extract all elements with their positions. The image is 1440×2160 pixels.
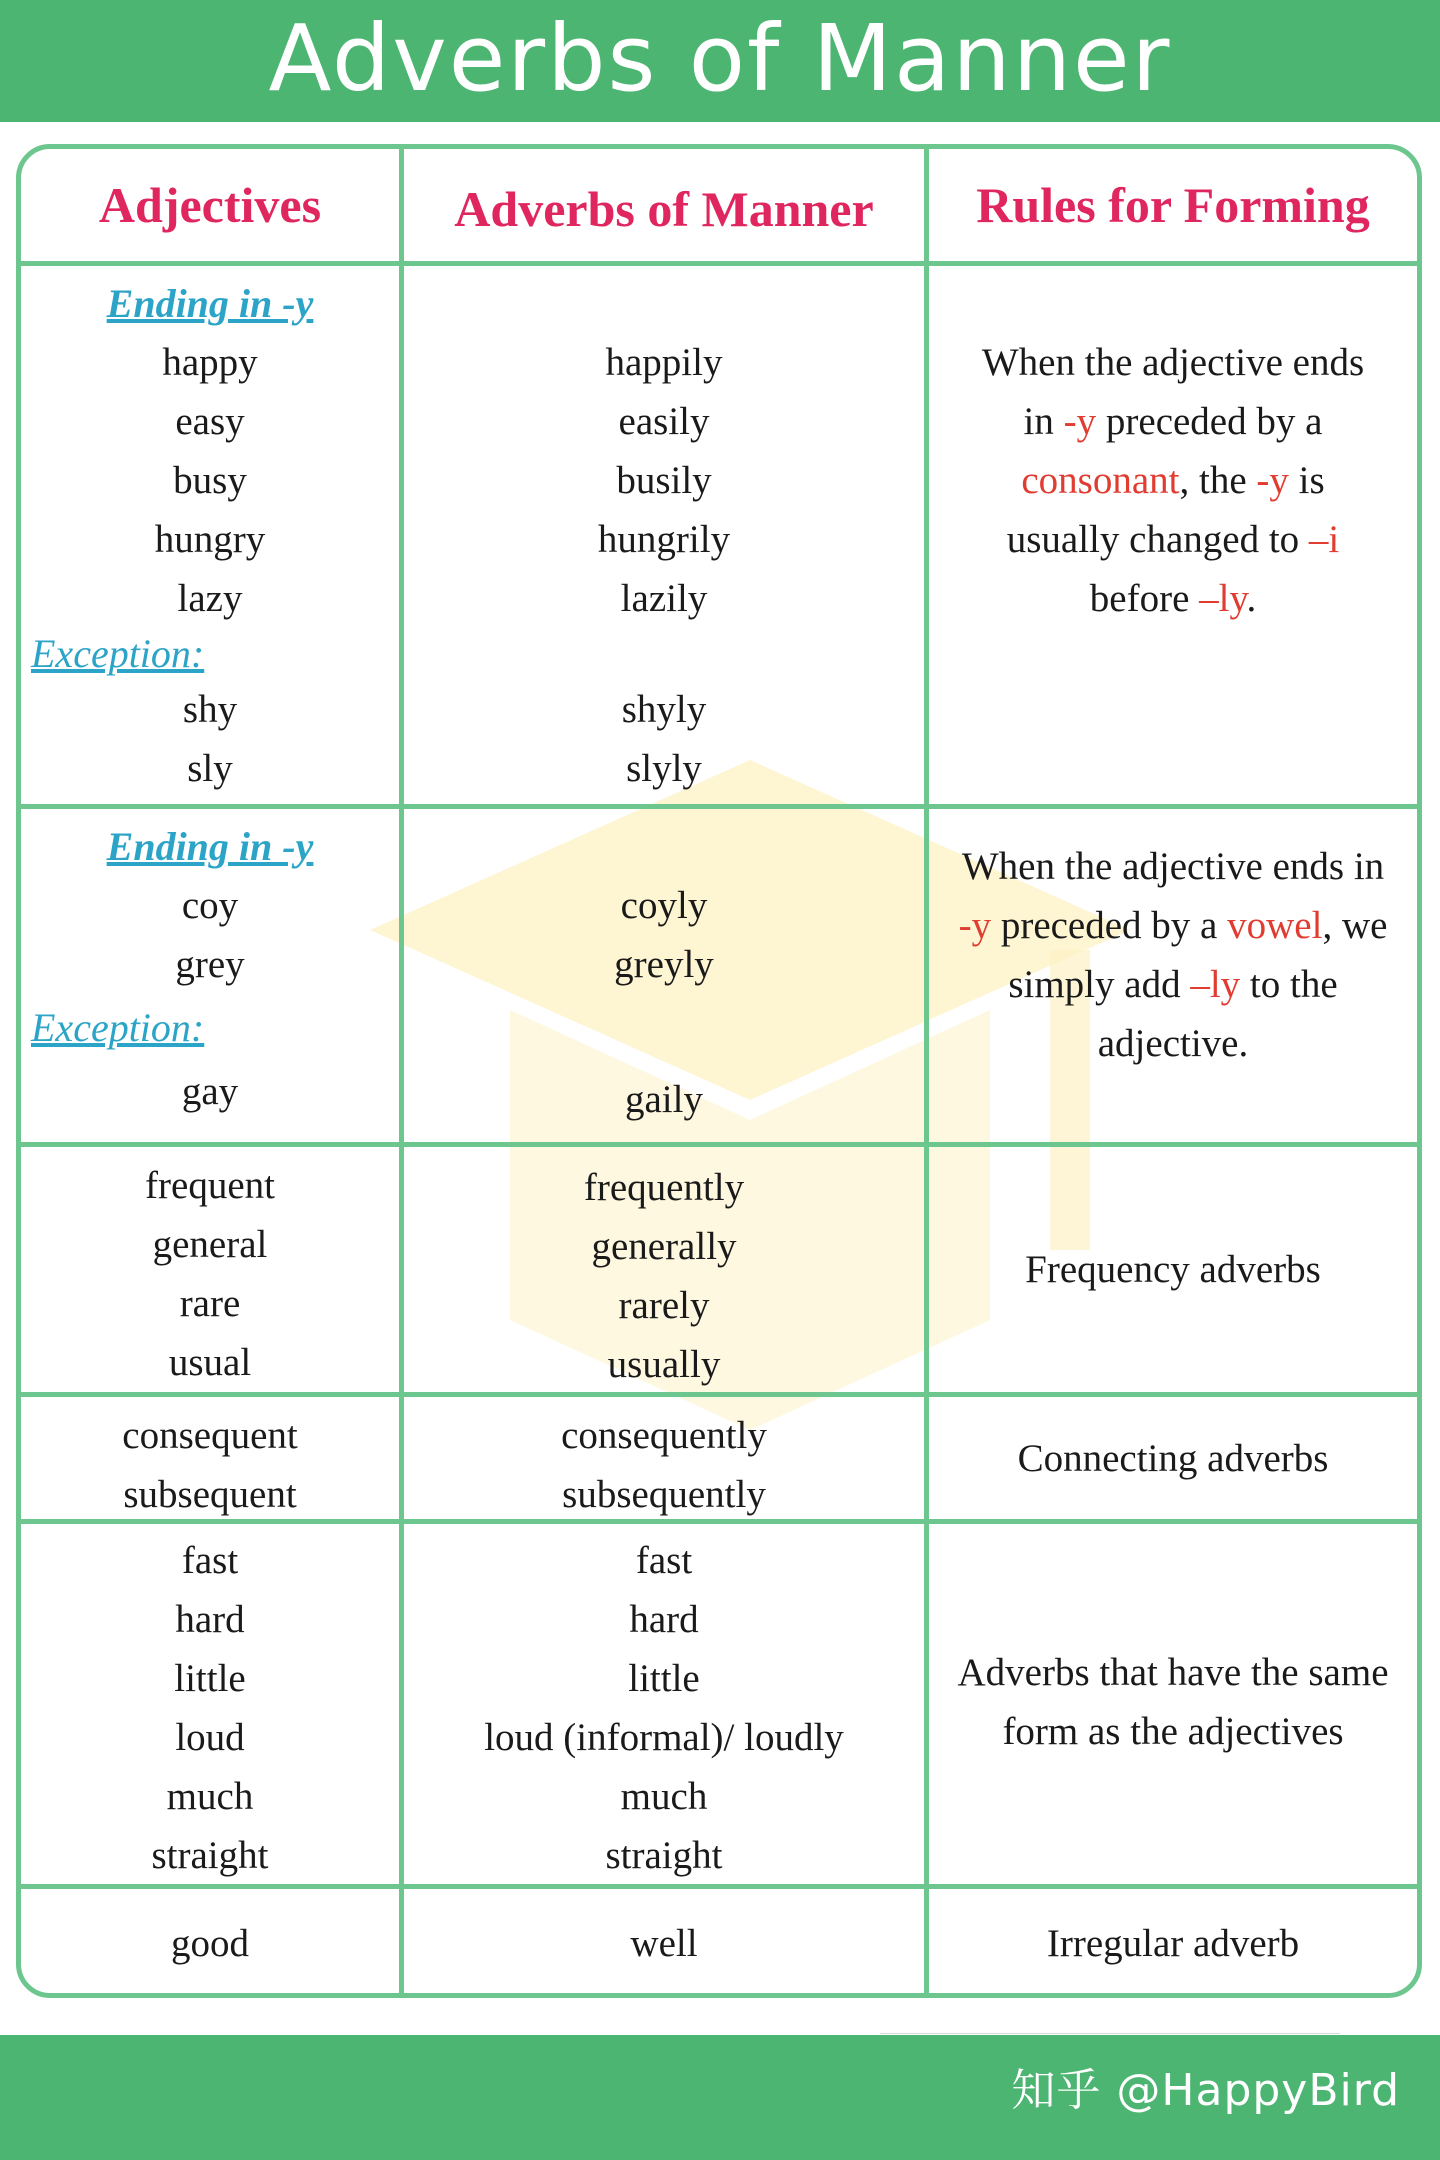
- rule-text: before: [1089, 577, 1200, 620]
- group3-adverbs: [404, 1158, 924, 1394]
- rule-text: preceded by a: [991, 904, 1228, 947]
- adverb: subsequently: [562, 1473, 766, 1516]
- group4-adjectives: [21, 1406, 399, 1524]
- rule-text: simply add: [1008, 963, 1191, 1006]
- adjective: gay: [181, 1070, 239, 1113]
- group6-rule: Irregular adverb: [1046, 1922, 1300, 1965]
- rule-highlight: -y: [1063, 400, 1097, 443]
- adverb: consequently: [561, 1414, 767, 1457]
- group6-adverb: well: [630, 1922, 698, 1965]
- watermark-text: 知乎 @HappyBird: [1011, 2065, 1400, 2116]
- group5-adverbs: [404, 1531, 924, 1885]
- rule-text: adjective.: [1097, 1022, 1249, 1065]
- adjective: usual: [168, 1341, 252, 1384]
- rule-text: in: [1023, 400, 1064, 443]
- adjective: general: [152, 1223, 268, 1266]
- subheading-ending-y: Ending in -y: [106, 824, 314, 869]
- group6-adjective: good: [171, 1922, 249, 1965]
- rule-line: Adverbs that have the same: [957, 1651, 1389, 1694]
- adjective: fast: [181, 1539, 239, 1582]
- rule-line: [1021, 451, 1324, 510]
- page-title: Adverbs of Manner: [268, 5, 1172, 112]
- adverb: fast: [635, 1539, 693, 1582]
- rule-line: [1024, 392, 1323, 451]
- rule-text: .: [1246, 577, 1257, 620]
- group1-adjectives: [21, 274, 399, 798]
- adjective: rare: [179, 1282, 241, 1325]
- header-rules: Rules for Forming: [976, 177, 1370, 233]
- adverb: much: [620, 1775, 708, 1818]
- adverb: usually: [607, 1343, 721, 1386]
- rule-text: , the: [1179, 459, 1257, 502]
- adverb: greyly: [614, 943, 714, 986]
- footer-bar: [0, 2035, 1440, 2160]
- subheading-ending-y: Ending in -y: [106, 281, 314, 326]
- adverb: shyly: [621, 688, 707, 731]
- rule-line: [1090, 569, 1256, 628]
- rule-text: preceded by a: [1096, 400, 1323, 443]
- group3-rule: Frequency adverbs: [1025, 1248, 1321, 1291]
- adjective: little: [174, 1657, 246, 1700]
- adjective: easy: [175, 400, 245, 443]
- rule-text: usually changed to: [1006, 518, 1309, 561]
- group2-adjectives: [21, 817, 399, 1121]
- group1-adverbs: [404, 333, 924, 798]
- adjective: subsequent: [123, 1473, 297, 1516]
- adjective: lazy: [177, 577, 243, 620]
- adverb: lazily: [620, 577, 708, 620]
- adverb: busily: [616, 459, 712, 502]
- exception-label: Exception:: [31, 631, 205, 676]
- group4-rule: Connecting adverbs: [1017, 1436, 1329, 1480]
- adjective: happy: [162, 341, 258, 384]
- adverb: slyly: [626, 747, 702, 790]
- adjective: much: [166, 1775, 254, 1818]
- group3-adjectives: [21, 1156, 399, 1392]
- rule-highlight: -y: [1256, 459, 1289, 502]
- rule-text: When the adjective ends: [981, 341, 1365, 384]
- group5-adjectives: [21, 1531, 399, 1885]
- adjective: busy: [173, 459, 247, 502]
- adverb: coyly: [620, 884, 708, 927]
- adjective: shy: [182, 688, 238, 731]
- adverb: straight: [605, 1834, 723, 1877]
- row-divider: [21, 804, 1417, 809]
- rule-highlight: –ly: [1190, 963, 1241, 1006]
- adverb: hungrily: [597, 518, 731, 561]
- footer-divider: [880, 2033, 1340, 2034]
- adverb: gaily: [625, 1078, 703, 1121]
- group2-rule: [929, 837, 1417, 1073]
- rule-line: [1008, 955, 1337, 1014]
- title-banner: [0, 0, 1440, 122]
- adjective: hard: [175, 1598, 245, 1641]
- adverb: hard: [629, 1598, 699, 1641]
- rule-line: [982, 333, 1364, 392]
- adjective: sly: [187, 747, 233, 790]
- group4-adverbs: [404, 1406, 924, 1524]
- adjective: straight: [151, 1834, 269, 1877]
- rule-text: is: [1288, 459, 1325, 502]
- adjective: consequent: [122, 1414, 298, 1457]
- adjective: grey: [175, 943, 245, 986]
- group5-rule: [929, 1643, 1417, 1761]
- adjective: hungry: [154, 518, 266, 561]
- adverb: happily: [605, 341, 723, 384]
- adverbs-table: [16, 144, 1422, 1998]
- rule-line: [959, 896, 1388, 955]
- group2-adverbs: [404, 876, 924, 1129]
- rule-line: [962, 837, 1384, 896]
- adverb: easily: [618, 400, 710, 443]
- rule-text: to the: [1240, 963, 1338, 1006]
- rule-highlight: –i: [1308, 518, 1340, 561]
- rule-highlight: consonant: [1021, 459, 1180, 502]
- rule-line: form as the adjectives: [1002, 1710, 1344, 1753]
- adverb: little: [628, 1657, 700, 1700]
- adverb: loud (informal)/ loudly: [484, 1716, 844, 1759]
- rule-line: [1098, 1014, 1249, 1073]
- header-adverbs: Adverbs of Manner: [454, 181, 874, 237]
- rule-highlight: -y: [958, 904, 992, 947]
- exception-label: Exception:: [31, 1005, 205, 1050]
- rule-highlight: vowel: [1227, 904, 1323, 947]
- adverb: rarely: [618, 1284, 710, 1327]
- group1-rule: [929, 333, 1417, 628]
- adjective: frequent: [145, 1164, 275, 1207]
- adverb: frequently: [583, 1166, 745, 1209]
- rule-text: When the adjective ends in: [961, 845, 1385, 888]
- rule-line: [1007, 510, 1340, 569]
- rule-highlight: –ly: [1199, 577, 1247, 620]
- row-divider: [21, 261, 1417, 266]
- adverb: generally: [591, 1225, 737, 1268]
- adjective: loud: [175, 1716, 245, 1759]
- adjective: coy: [181, 884, 239, 927]
- header-adjectives: Adjectives: [98, 177, 322, 233]
- rule-text: , we: [1322, 904, 1388, 947]
